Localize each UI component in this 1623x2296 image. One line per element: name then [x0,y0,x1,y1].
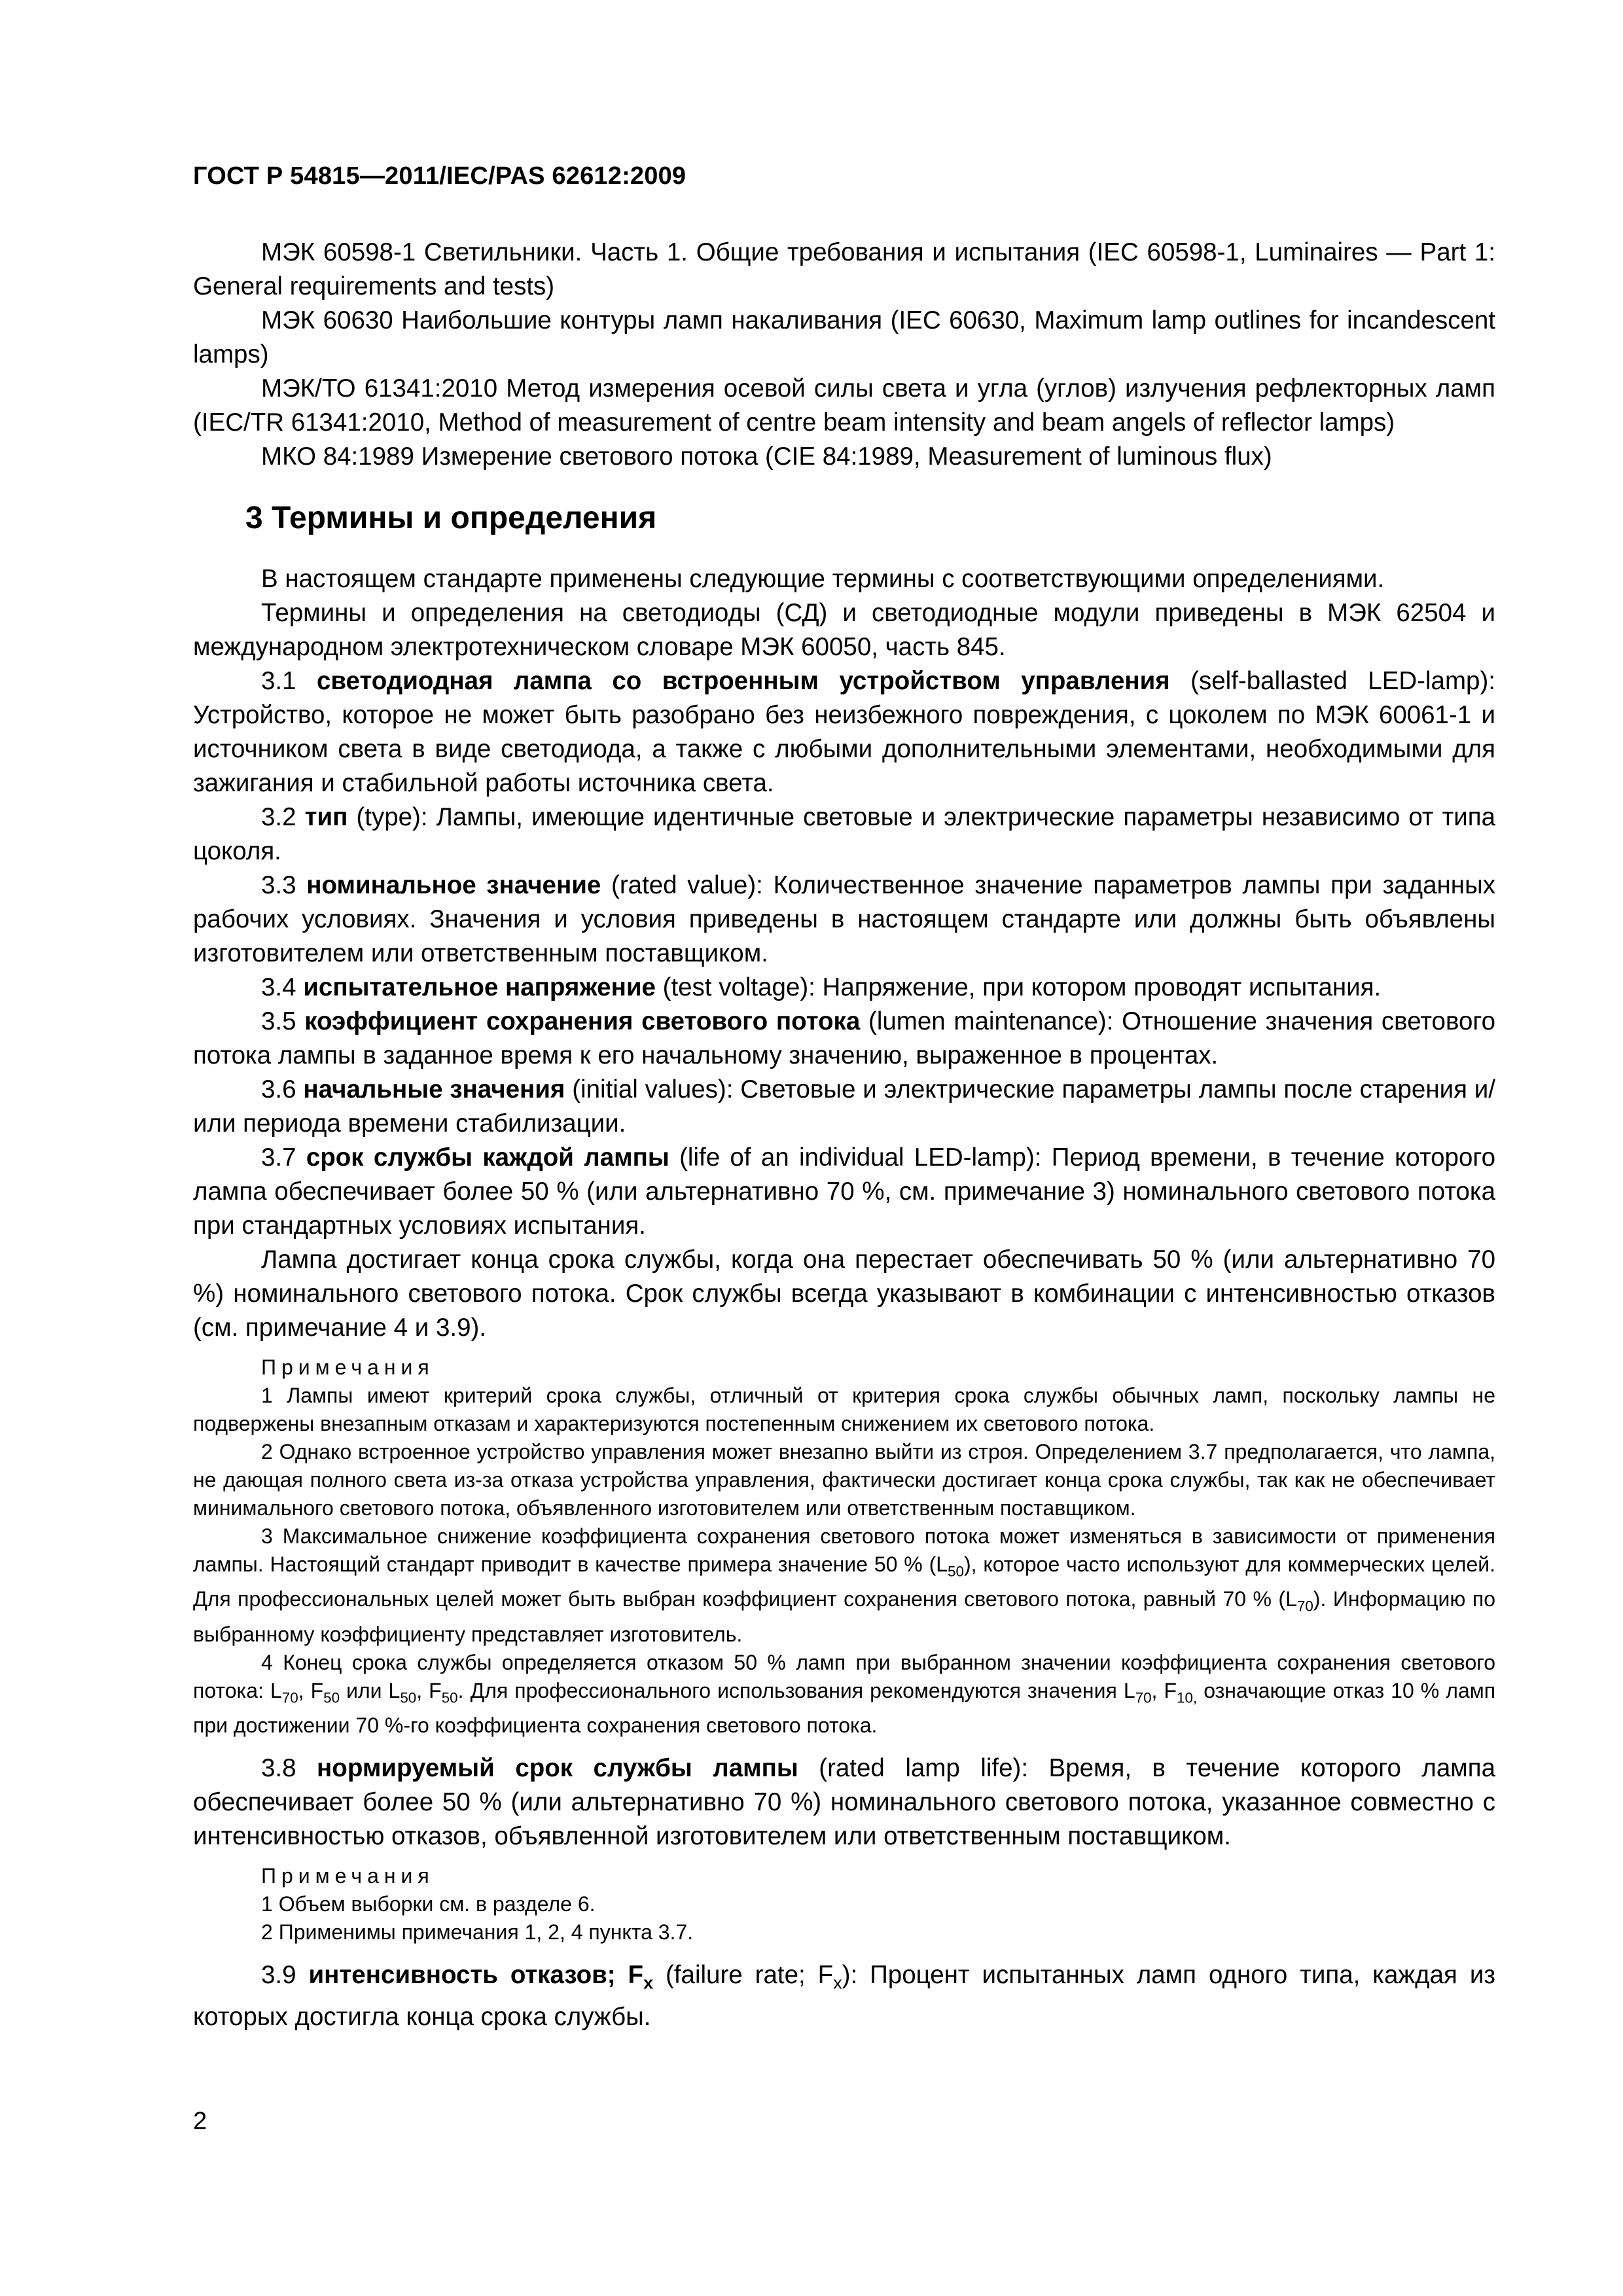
reference-item: МЭК 60630 Наибольшие контуры ламп накаливания (IEC 60630, Maximum lamp outlines for incandescent lamps) [193,306,1495,368]
note-text: , F [1151,1678,1177,1702]
term-name: начальные значения [303,1075,565,1103]
term-definition: ): Процент испытанных ламп одного типа, каждая из которых достигла конца срока службы. [193,1961,1495,2031]
term-3-8 [193,1751,1495,1854]
note-text: ). Информацию по выбранному коэффициенту представляет изготовитель. [193,1587,1496,1646]
intro-paragraph: В настоящем стандарте применены следующие термины с соответствующими определениями. [261,565,1385,593]
subscript: 50 [400,1689,417,1706]
term-3-9 [193,1958,1495,2034]
reference-item: МЭК/ТО 61341:2010 Метод измерения осевой силы света и угла (углов) излучения рефлекторных ламп (IEC/TR 61341:2010, Method of measurement of centre beam intensity and beam angels of reflector lamps) [193,374,1495,437]
subscript: 50 [948,1563,964,1580]
term-definition: (rated value): Количественное значение параметров лампы при заданных рабочих условиях. Значения и условия приведены в настоящем стандарте или должны быть объявлены изготовителем или ответственным поставщиком. [193,871,1495,967]
term-definition: (lumen maintenance): Отношение значения светового потока лампы в заданное время к его начальному значению, выраженное в процентах. [193,1007,1495,1069]
term-3-1 [193,664,1495,800]
note-text: означающие отказ 10 % ламп при достижении 70 %-го коэффициента сохранения светового потока. [193,1678,1496,1738]
note-item: 1 Объем выборки см. в разделе 6. [261,1892,596,1916]
term-3-3 [193,869,1495,971]
term-number: 3.8 [261,1754,296,1783]
note-text: . Для профессионального использования рекомендуются значения L [457,1678,1135,1702]
intro-paragraph: Термины и определения на светодиоды (СД) и светодиодные модули приведены в МЭК 62504 и международном электротехническом словаре МЭК 60050, часть 845. [193,599,1495,661]
note-text: , F [298,1678,324,1702]
term-definition: (self-ballasted LED-lamp): Устройство, которое не может быть разобрано без неизбежного повреждения, с цоколем по МЭК 60061-1 и источником света в виде светодиода, а также с любыми дополнительными элементами, необходимыми для зажигания и стабильной работы источника света. [193,667,1495,797]
term-number: 3.3 [261,871,296,899]
term-definition: (rated lamp life): Время, в течение которого лампа обеспечивает более 50 % (или альтернативно 70 %) номинального светового потока, указанное совместно с интенсивностью отказов, объявленной изготовителем или ответственным поставщиком. [193,1754,1496,1851]
term-name: тип [304,803,348,831]
note-item: 2 Однако встроенное устройство управления может внезапно выйти из строя. Определением 3.7 предполагается, что лампа, не дающая полного света из-за отказа устройства управления, фактически достигает конца срока службы, так как не обеспечивает минимального светового потока, объявленного изготовителем или ответственным поставщиком. [193,1440,1495,1520]
note-text: , F [416,1678,442,1702]
term-3-2 [193,800,1495,869]
subscript: 70 [1296,1598,1313,1615]
subscript: 70 [281,1689,298,1706]
note-text: или L [340,1678,401,1702]
term-definition: (initial values): Световые и электрические параметры лампы после старения и/или периода времени стабилизации. [193,1075,1495,1138]
term-definition: (type): Лампы, имеющие идентичные световые и электрические параметры независимо от типа цоколя. [193,803,1495,865]
document-header: ГОСТ Р 54815—2011/IEC/PAS 62612:2009 [193,162,687,190]
term-number: 3.7 [261,1143,296,1172]
subscript: 70 [1135,1689,1152,1706]
term-number: 3.5 [261,1007,296,1035]
note-text: 3 Максимальное снижение коэффициента сохранения светового потока может изменяться в зависимости от применения лампы. Настоящий стандарт приводит в качестве примера значение 50 % (L [193,1524,1495,1576]
note-item [193,1522,1495,1649]
term-name: срок службы каждой лампы [306,1143,669,1172]
spacer [193,1946,1495,1958]
subscript: 10, [1177,1689,1198,1706]
term-name-text: интенсивность отказов; F [308,1961,644,1990]
note-text: ), которое часто используют для коммерческих целей. Для профессиональных целей может быть выбран коэффициент сохранения светового потока, равный 70 % (L [193,1552,1495,1611]
note-item: 2 Применимы примечания 1, 2, 4 пункта 3.7. [261,1920,694,1945]
term-3-6 [193,1073,1495,1141]
page-number: 2 [193,2108,207,2135]
term-definition: (failure rate; F [653,1961,834,1990]
term-number: 3.2 [261,803,296,831]
subscript: 50 [323,1689,340,1706]
term-name [308,1961,654,1993]
reference-item: МЭК 60598-1 Светильники. Часть 1. Общие требования и испытания (IEC 60598-1, Luminaires — Part 1: General requirements and tests) [193,238,1495,300]
term-number: 3.4 [261,973,296,1001]
subscript: x [643,1973,654,1993]
note-item [193,1649,1495,1740]
term-definition: (life of an individual LED-lamp): Период времени, в течение которого лампа обеспечивает более 50 % (или альтернативно 70 %, см. примечание 3) номинального светового потока при стандартных условиях испытания. [193,1143,1495,1240]
note-text: 4 Конец срока службы определяется отказом 50 % ламп при выбранном значении коэффициента сохранения светового потока: L [193,1650,1495,1702]
term-name: нормируемый срок службы лампы [317,1754,798,1783]
spacer [193,1740,1495,1751]
subscript: x [833,1973,842,1993]
term-name: светодиодная лампа со встроенным устройством управления [316,667,1170,695]
document-body [193,236,1495,2034]
notes-heading: Примечания [261,1864,435,1888]
term-number: 3.1 [261,667,296,695]
term-3-7 [193,1141,1495,1243]
term-number: 3.9 [261,1961,296,1990]
term-3-4 [193,971,1495,1005]
term-number: 3.6 [261,1075,296,1103]
term-name: коэффициент сохранения светового потока [304,1007,861,1035]
term-3-5 [193,1005,1495,1073]
reference-item: МКО 84:1989 Измерение светового потока (CIE 84:1989, Measurement of luminous flux) [261,442,1272,471]
subscript: 50 [441,1689,458,1706]
term-definition: (test voltage): Напряжение, при котором проводят испытания. [655,973,1382,1001]
term-name: номинальное значение [306,871,601,899]
section-title: 3 Термины и определения [245,501,657,535]
notes-heading: Примечания [261,1355,435,1379]
term-name: испытательное напряжение [303,973,656,1001]
term-3-7-continuation: Лампа достигает конца срока службы, когда она перестает обеспечивать 50 % (или альтернативно 70 %) номинального светового потока. Срок службы всегда указывают в комбинации с интенсивностью отказов (см. примечание 4 и 3.9). [193,1246,1495,1342]
note-item: 1 Лампы имеют критерий срока службы, отличный от критерия срока службы обычных ламп, поскольку лампы не подвержены внезапным отказам и характеризуются постепенным снижением их светового потока. [193,1384,1495,1435]
